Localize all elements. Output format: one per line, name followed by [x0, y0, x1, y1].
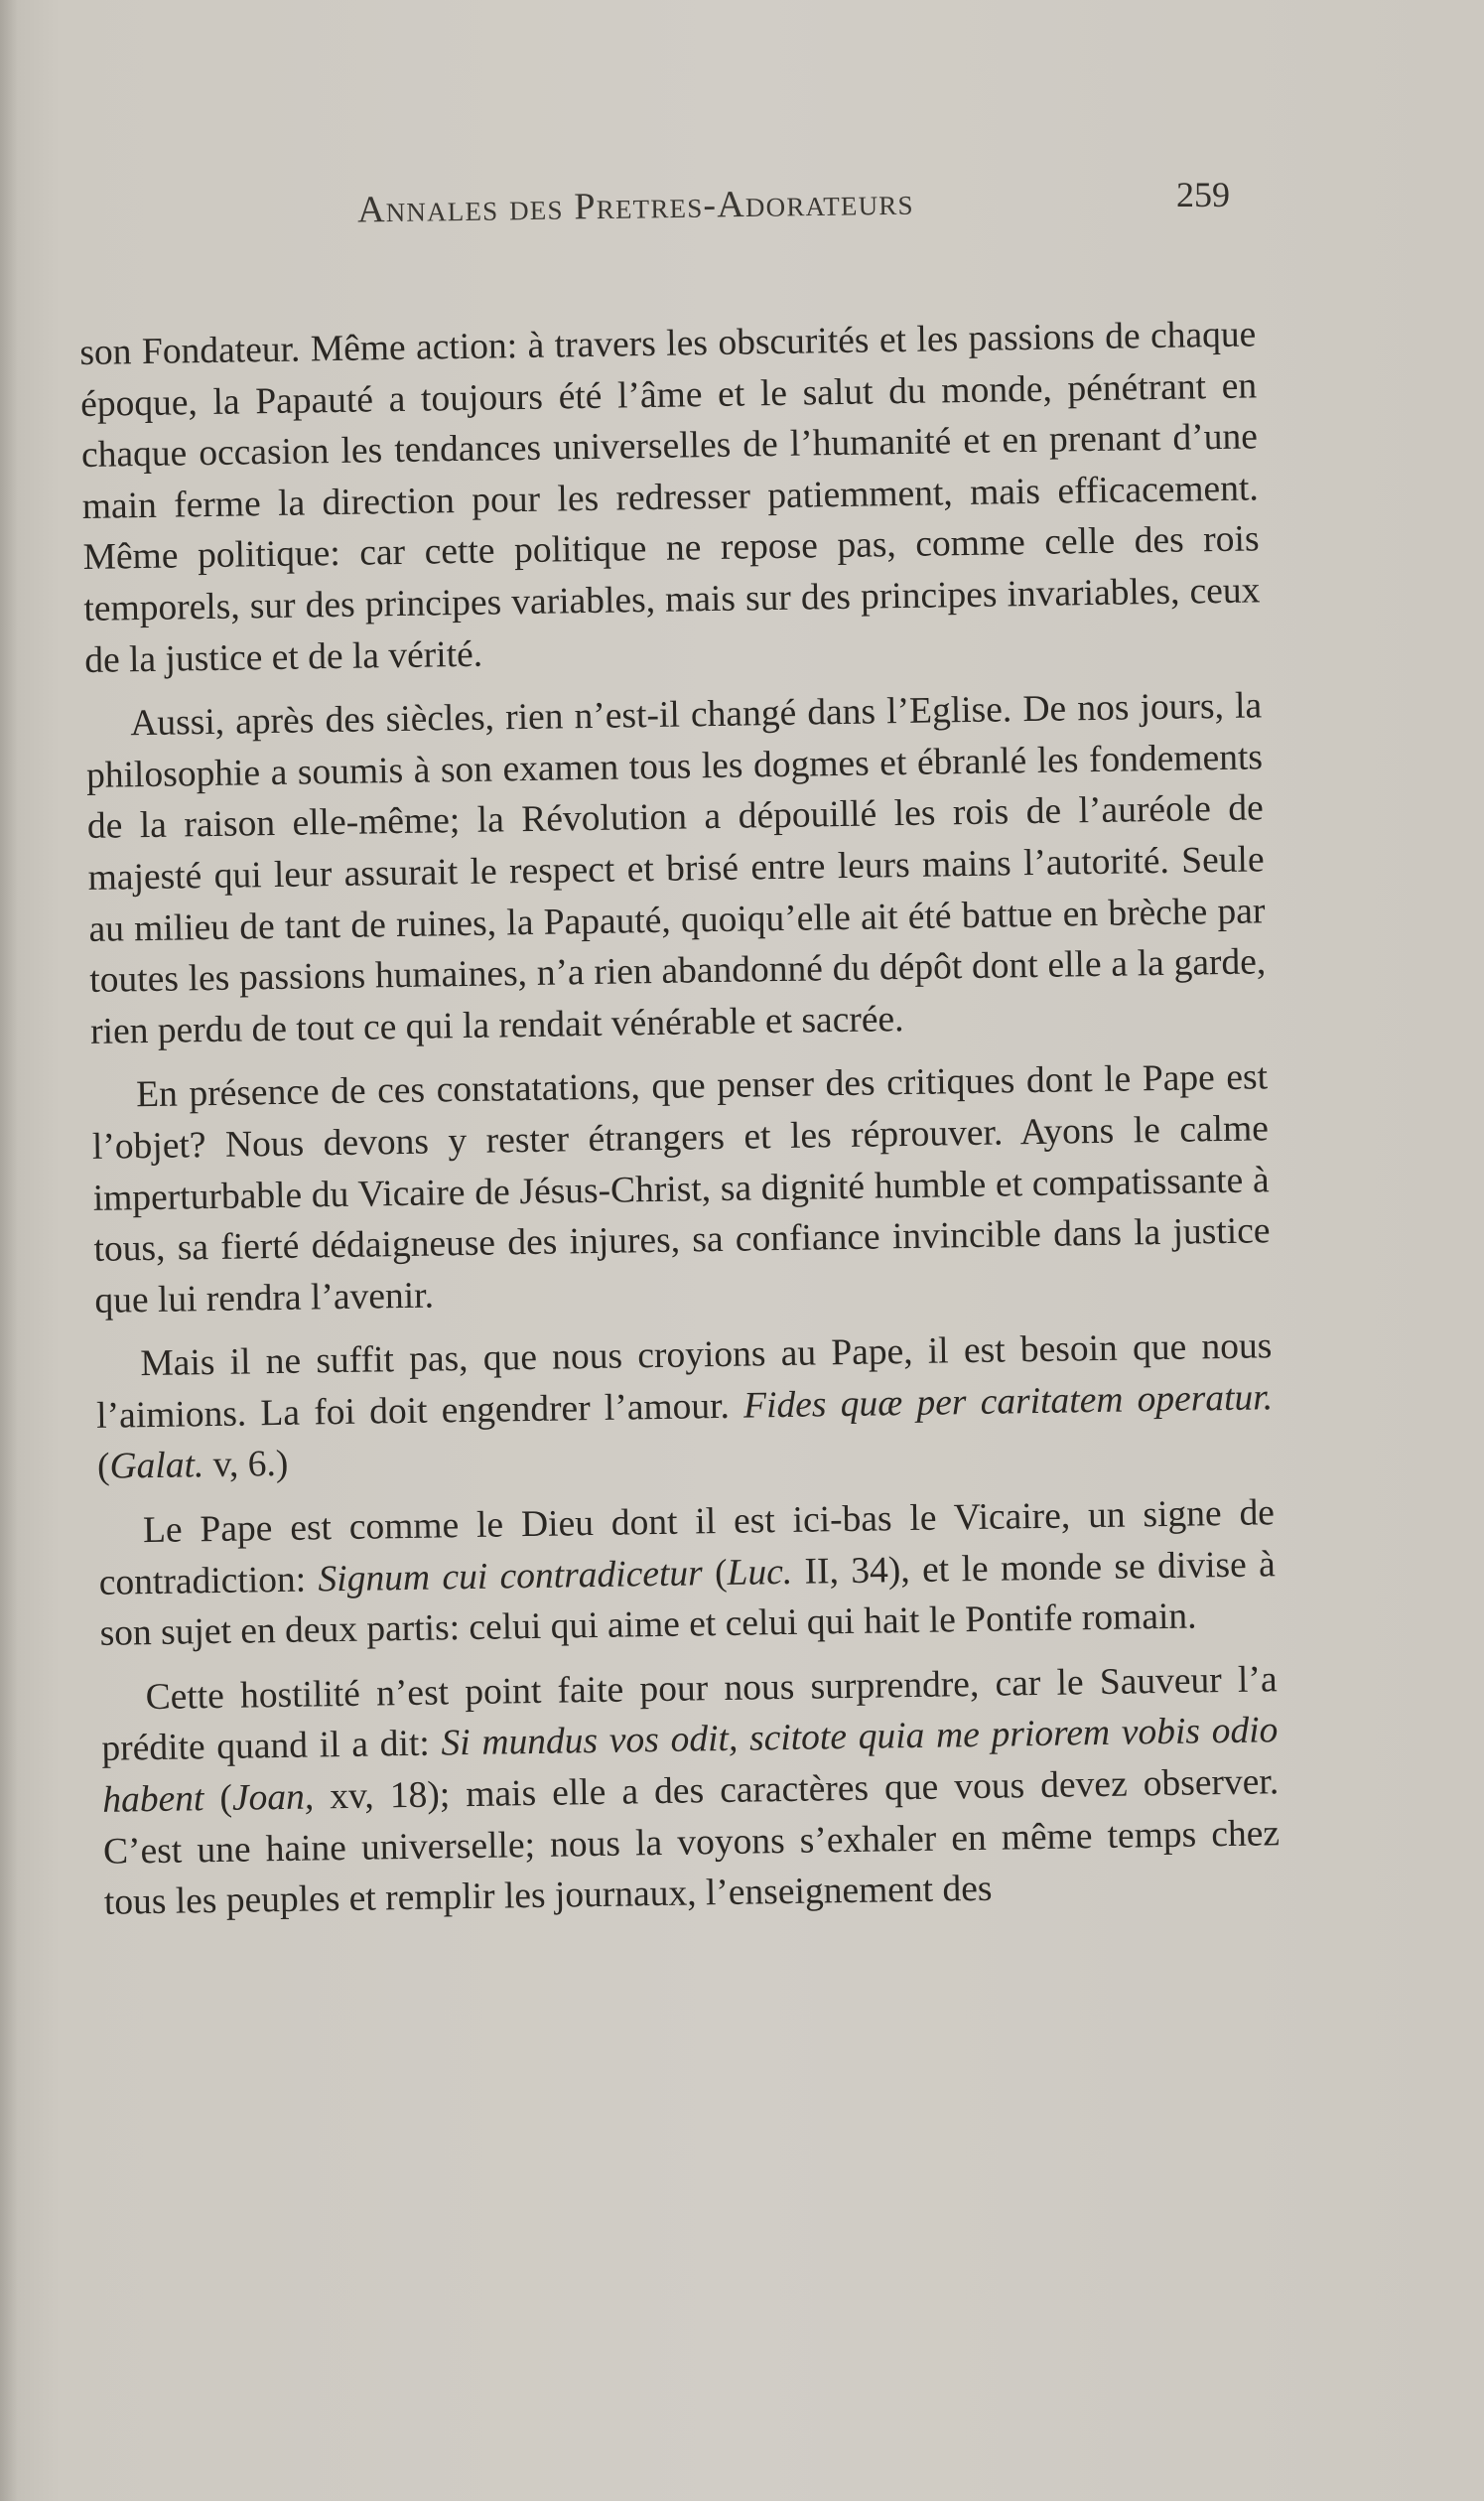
paragraph-3 [91, 1052, 1272, 1327]
paragraph-text: ( [203, 1777, 233, 1820]
paragraph-text: Le Pape est comme le Dieu dont il est ici-bas le Vicaire, un signe de contradiction: [98, 1492, 1276, 1603]
paragraph-text: Cette hostilité n’est point faite pour nous surprendre, car le Sauveur l’a prédite quand il a dit: [101, 1659, 1278, 1770]
paragraph-text: Aussi, après des siècles, rien n’est-il changé dans l’Eglise. De nos jours, la philosophie a soumis à son examen tous les dogmes et ébranlé les fondements de la raison elle-même; la Révolution a dépouillé les rois de l’auréole de majesté qui leur assurait le respect et brisé entre leurs mains l’autorité. Seule au milieu de tant de ruines, la Papauté, quoiqu’elle ait été battue en brèche par toutes les passions humaines, n’a rien abandonné du dépôt dont elle a la garde, rien perdu de tout ce qui la rendait vénérable et sacrée. [85, 685, 1267, 1052]
citation-book: Galat. [109, 1445, 204, 1488]
page-number: 259 [1176, 175, 1230, 214]
paragraph-text: son Fondateur. Même action: à travers les obscurités et les passions de chaque époque, la Papauté a toujours été l’âme et le salut du monde, pénétrant en chaque occasion les tendances universelles de l’humanité et en prenant d’une main ferme la direction pour les redresser patiemment, mais efficacement. Même politique: car cette politique ne repose pas, comme celle des rois temporels, sur des principes variables, mais sur des principes invariables, ceux de la justice et de la vérité. [79, 314, 1261, 681]
paragraph-2 [85, 680, 1268, 1057]
citation-book: Joan, [231, 1776, 315, 1819]
paragraph-6 [100, 1654, 1281, 1929]
paragraph-text: ( [702, 1552, 728, 1594]
latin-quotation: Signum cui contradicetur [318, 1552, 704, 1600]
latin-quotation: Si mundus vos odit, scitote quia me priorem vobis odio habent [101, 1710, 1279, 1821]
paragraph-4 [95, 1321, 1274, 1493]
paragraph-1 [79, 309, 1262, 686]
latin-quotation: Fides quæ per caritatem operatur. [742, 1377, 1274, 1427]
paragraph-5 [98, 1487, 1277, 1659]
body-text [79, 309, 1281, 1941]
citation-book: Luc. [727, 1551, 793, 1594]
paragraph-text: Mais il ne suffit pas, que nous croyions au Pape, il est besoin que nous l’aimions. La foi doit engendrer l’amour. [95, 1325, 1273, 1437]
paragraph-text: ( [96, 1447, 110, 1488]
paragraph-text: xv, 18); mais elle a des caractères que vous devez observer. C’est une haine universelle; nous la voyons s’exhaler en même temps chez tous les peuples et remplir les journaux, l’enseignement des [102, 1761, 1281, 1924]
citation-reference: v, 6.) [202, 1444, 289, 1486]
running-head-title: Annales des Pretres-Adorateurs [356, 181, 914, 231]
paragraph-text: II, 34), et le monde se divise à son sujet en deux partis: celui qui aime et celui qui hait le Pontife romain. [99, 1543, 1277, 1655]
paragraph-text: En présence de ces constatations, que penser des critiques dont le Pape est l’objet? Nous devons y rester étrangers et les réprouver. Ayons le calme imperturbable du Vicaire de Jésus-Christ, sa dignité humble et compatissante à tous, sa fierté dédaigneuse des injures, sa confiance invincible dans la justice que lui rendra l’avenir. [91, 1056, 1271, 1321]
